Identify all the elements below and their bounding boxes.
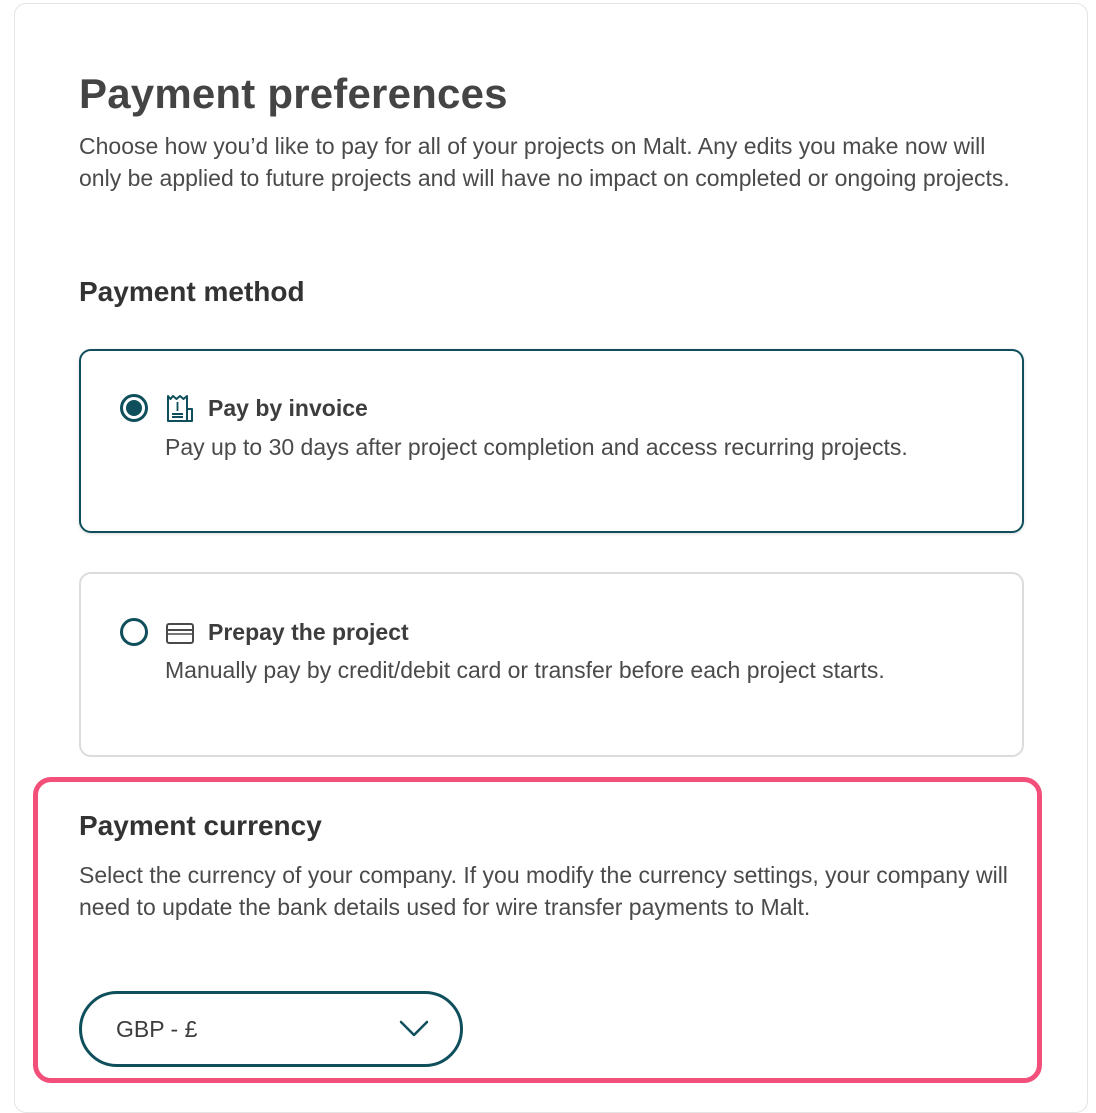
chevron-down-icon [398, 1018, 430, 1040]
currency-select[interactable] [79, 991, 463, 1067]
payment-currency-description: Select the currency of your company. If you modify the currency settings, your company will need to update the bank details used for wire transfer payments to Malt. [79, 862, 1008, 920]
page-title: Payment preferences [79, 70, 508, 117]
option-description: Manually pay by credit/debit card or transfer before each project starts. [165, 657, 885, 683]
payment-option-prepay-project[interactable] [79, 572, 1024, 757]
payment-currency-title: Payment currency [79, 810, 322, 841]
currency-select-value: GBP - £ [116, 1016, 198, 1042]
page-description: Choose how you’d like to pay for all of your projects on Malt. Any edits you make now will only be applied to future projects and will have no impact on completed or ongoing projects. [79, 133, 1010, 191]
invoice-icon [165, 394, 195, 424]
payment-method-title: Payment method [79, 276, 305, 307]
option-label: Prepay the project [208, 619, 409, 645]
option-label: Pay by invoice [208, 395, 368, 421]
option-description: Pay up to 30 days after project completion and access recurring projects. [165, 434, 908, 460]
payment-option-pay-by-invoice[interactable] [79, 349, 1024, 533]
credit-card-icon [165, 619, 195, 649]
radio-pay-by-invoice[interactable] [120, 394, 148, 422]
radio-prepay-project[interactable] [120, 618, 148, 646]
